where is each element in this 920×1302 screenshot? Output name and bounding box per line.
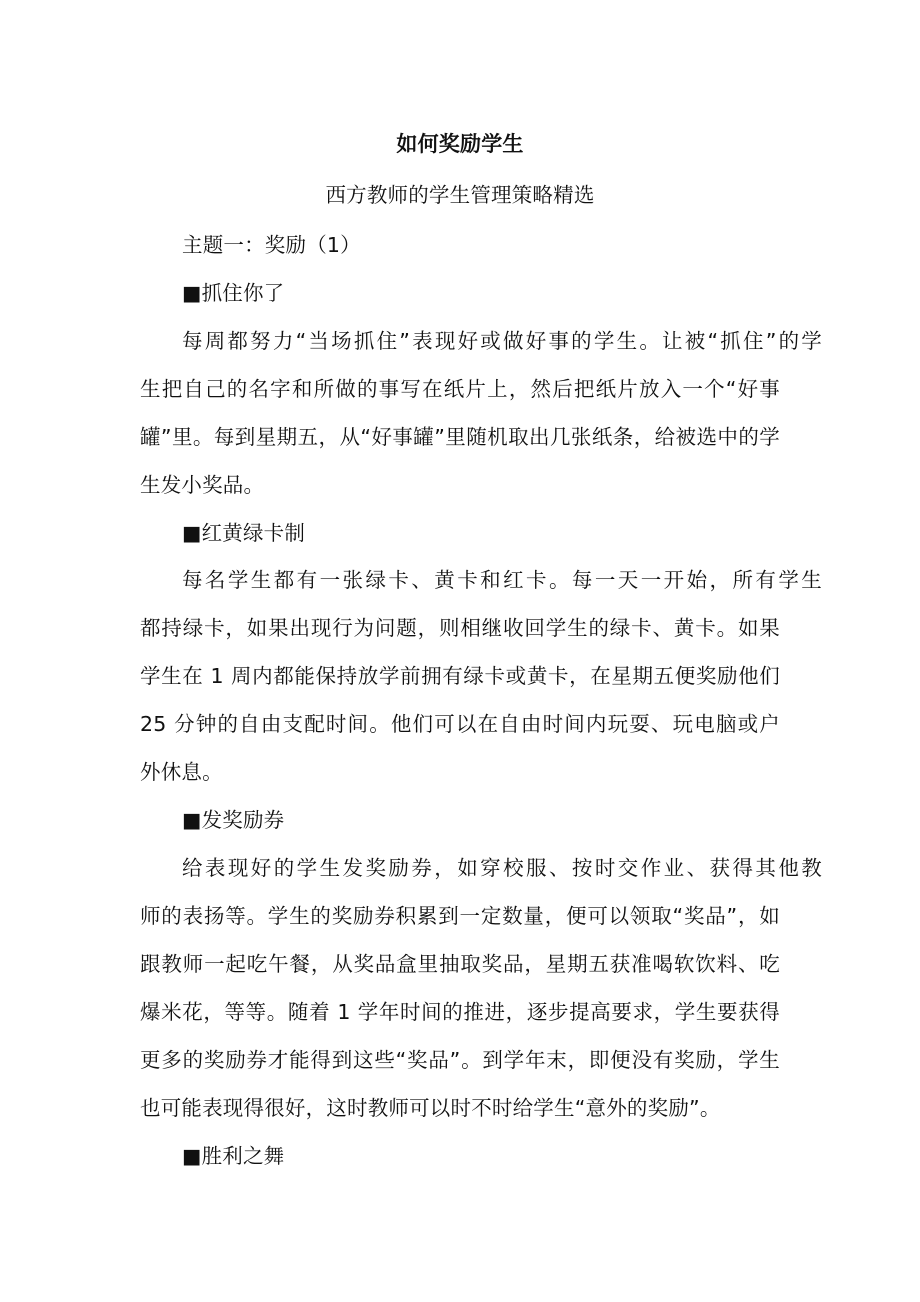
paragraph-line: 跟教师一起吃午餐，从奖品盒里抽取奖品，星期五获准喝软饮料、吃 bbox=[140, 952, 780, 976]
paragraph-line: 每周都努力“当场抓住”表现好或做好事的学生。让被“抓住”的学 bbox=[182, 329, 822, 353]
section-heading: ■胜利之舞 bbox=[182, 1144, 285, 1168]
paragraph-line: 更多的奖励券才能得到这些“奖品”。到学年末，即便没有奖励，学生 bbox=[140, 1048, 780, 1072]
paragraph-line: 也可能表现得很好，这时教师可以时不时给学生“意外的奖励”。 bbox=[140, 1096, 721, 1120]
document-page bbox=[140, 0, 822, 1302]
paragraph-line: 每名学生都有一张绿卡、黄卡和红卡。每一天一开始，所有学生 bbox=[182, 568, 822, 592]
paragraph-line: 爆米花，等等。随着 1 学年时间的推进，逐步提高要求，学生要获得 bbox=[140, 1000, 780, 1024]
section-heading: ■红黄绿卡制 bbox=[182, 521, 306, 545]
topic-heading: 主题一：奖励（1） bbox=[182, 233, 361, 257]
paragraph-line: 外休息。 bbox=[140, 760, 223, 784]
paragraph-line: 罐”里。每到星期五，从“好事罐”里随机取出几张纸条，给被选中的学 bbox=[140, 425, 780, 449]
section-heading: ■发奖励券 bbox=[182, 808, 285, 832]
section-heading: ■抓住你了 bbox=[182, 281, 285, 305]
document-subtitle: 西方教师的学生管理策略精选 bbox=[325, 183, 595, 207]
paragraph-line: 生发小奖品。 bbox=[140, 473, 265, 497]
paragraph-line: 师的表扬等。学生的奖励券积累到一定数量，便可以领取“奖品”，如 bbox=[140, 904, 780, 928]
paragraph-line: 给表现好的学生发奖励券，如穿校服、按时交作业、获得其他教 bbox=[182, 856, 822, 880]
paragraph-line: 学生在 1 周内都能保持放学前拥有绿卡或黄卡，在星期五便奖励他们 bbox=[140, 664, 780, 688]
paragraph-line: 都持绿卡，如果出现行为问题，则相继收回学生的绿卡、黄卡。如果 bbox=[140, 616, 780, 640]
document-title: 如何奖励学生 bbox=[396, 132, 524, 156]
paragraph-line: 25 分钟的自由支配时间。他们可以在自由时间内玩耍、玩电脑或户 bbox=[140, 712, 780, 736]
paragraph-line: 生把自己的名字和所做的事写在纸片上，然后把纸片放入一个“好事 bbox=[140, 377, 780, 401]
